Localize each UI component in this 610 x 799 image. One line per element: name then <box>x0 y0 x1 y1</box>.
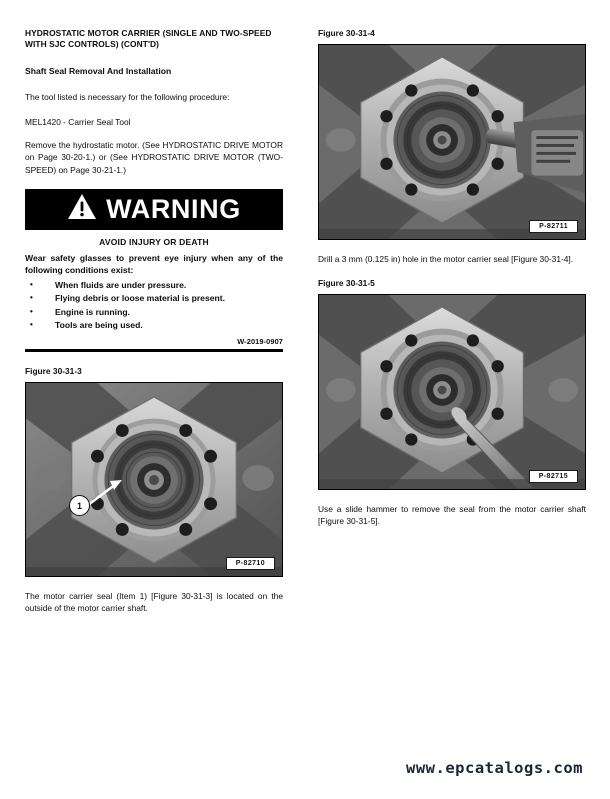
callout-1: 1 <box>69 495 90 516</box>
warning-condition-list <box>25 279 283 333</box>
photo-image <box>319 45 585 239</box>
warning-code: W-2019-0907 <box>237 337 283 347</box>
intro-paragraph: The tool listed is necessary for the following procedure: <box>25 91 230 102</box>
warning-divider <box>25 349 283 352</box>
callout-leader-line <box>26 383 283 577</box>
list-item: • When fluids are under pressure. <box>25 279 283 293</box>
photo-reference-tag: P-82711 <box>529 220 578 233</box>
figure-30-31-5 <box>318 278 586 490</box>
figure-label: Figure 30-31-3 <box>25 366 82 377</box>
right-column <box>318 28 586 541</box>
page-title: HYDROSTATIC MOTOR CARRIER (SINGLE AND TWO-SPEED WITH SJC CONTROLS) (CONT'D) <box>25 28 272 50</box>
warning-label: WARNING <box>106 193 241 224</box>
photo-reference-tag: P-82715 <box>529 470 578 483</box>
figure-photo <box>318 294 586 490</box>
section-heading: Shaft Seal Removal And Installation <box>25 65 172 76</box>
figure-photo <box>25 382 283 577</box>
left-column <box>25 28 283 627</box>
remove-motor-paragraph: Remove the hydrostatic motor. (See HYDROSTATIC DRIVE MOTOR on Page 30-20-1.) or (See HYDROSTATIC DRIVE MOTOR (TWO-SPEED) on Page 30-21-1.) <box>25 140 283 175</box>
warning-triangle-icon <box>67 193 97 225</box>
figure-30-31-5-caption: Use a slide hammer to remove the seal from the motor carrier shaft [Figure 30-31-5]. <box>318 504 586 527</box>
figure-30-31-4-caption: Drill a 3 mm (0.125 in) hole in the motor carrier seal [Figure 30-31-4]. <box>318 254 574 264</box>
figure-30-31-3 <box>25 366 283 577</box>
warning-lead-text: Wear safety glasses to prevent eye injury when any of the following conditions exist: <box>25 252 283 276</box>
list-item: • Flying debris or loose material is present. <box>25 292 283 306</box>
photo-image <box>319 295 585 489</box>
figure-30-31-3-caption: The motor carrier seal (Item 1) [Figure 30-31-3] is located on the outside of the motor carrier shaft. <box>25 591 283 614</box>
list-item: • Engine is running. <box>25 306 283 320</box>
footer-watermark: www.epcatalogs.com <box>406 759 583 777</box>
figure-photo <box>318 44 586 240</box>
photo-reference-tag: P-82710 <box>226 557 275 570</box>
warning-subtitle: AVOID INJURY OR DEATH <box>99 236 209 247</box>
figure-label: Figure 30-31-4 <box>318 28 375 38</box>
list-item: • Tools are being used. <box>25 319 283 333</box>
figure-label: Figure 30-31-5 <box>318 278 375 289</box>
figure-30-31-4 <box>318 28 586 240</box>
tool-listing: MEL1420 - Carrier Seal Tool <box>25 117 131 128</box>
warning-banner <box>25 189 283 230</box>
warning-block <box>25 189 283 352</box>
